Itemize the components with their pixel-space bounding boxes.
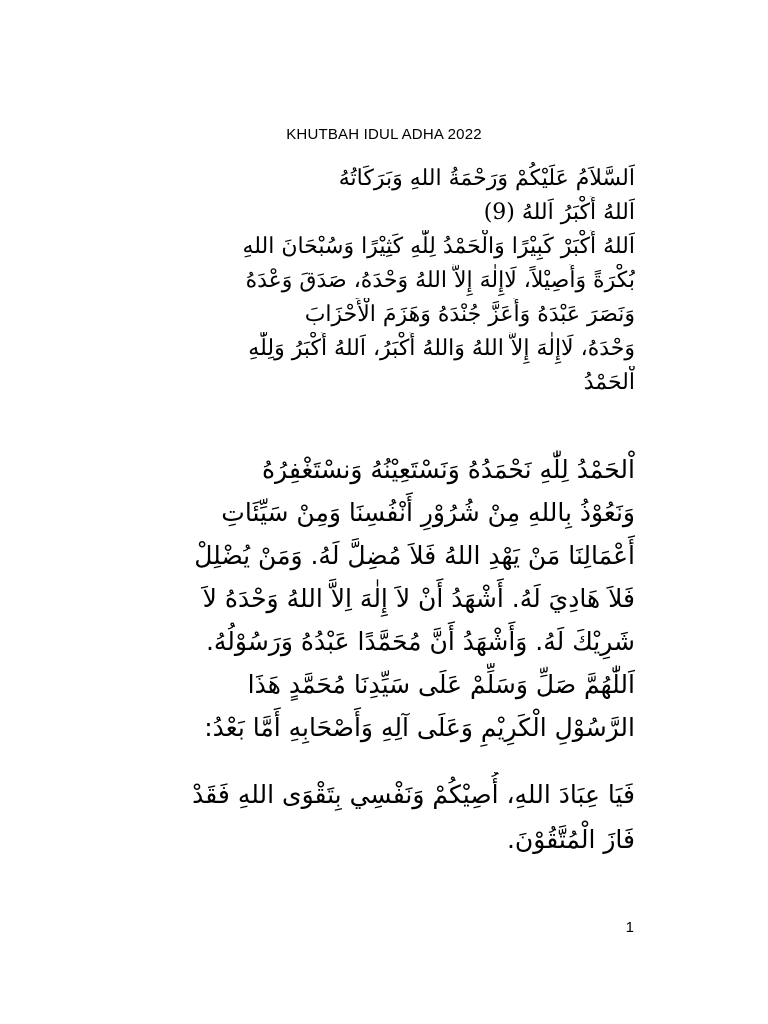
intro-line: اَللّٰهُمَّ صَلِّ وَسَلِّمْ عَلَى سَيِّدِنَا مُحَمَّدٍ هَذَا (247, 670, 635, 699)
opening-line: اَللهُ أَكْبَرْ كَبِيْرًا وَالْحَمْدُ لِلّٰهِ كَثِيْرًا وَسُبْحَانَ اللهِ (242, 234, 635, 259)
exhortation-paragraph (140, 772, 635, 862)
page-number: 1 (625, 919, 634, 936)
opening-line: وَنَصَرَ عَبْدَهُ وَأَعَزَّ جُنْدَهُ وَهَزَمَ الْأَحْزَابَ (304, 302, 635, 327)
opening-line: اْلحَمْدُ (583, 370, 635, 395)
opening-line: بُكْرَةً وَأَصِيْلاً، لَاإِلٰهَ إِلاَّ اللهُ وَحْدَهُ، صَدَقَ وَعْدَهُ (245, 268, 635, 293)
opening-line: اَلسَّلاَمُ عَلَيْكُمْ وَرَحْمَةُ اللهِ وَبَرَكَاتُهُ (338, 166, 635, 191)
opening-line: اَللهُ أَكْبَرُ اَللهُ (9) (483, 200, 635, 225)
exhortation-line: فَازَ الْمُتَّقُوْنَ. (506, 825, 635, 854)
opening-salutation-takbir (140, 162, 635, 400)
intro-line: أَعْمَالِنَا مَنْ يَهْدِ اللهُ فَلاَ مُضِلَّ لَهُ. وَمَنْ يُضْلِلْ (194, 541, 635, 570)
intro-line: الرَّسُوْلِ الْكَرِيْمِ وَعَلَى آلِهِ وَأَصْحَابِهِ أَمَّا بَعْدُ: (204, 713, 635, 742)
opening-line: وَحْدَهُ، لَاإِلٰهَ إِلاَّ اللهُ وَاللهُ أَكْبَرُ، اَللهُ أَكْبَرُ وَلِلّٰهِ (248, 336, 635, 361)
intro-line: اْلحَمْدُ لِلّٰهِ نَحْمَدُهُ وَنَسْتَعِيْنُهُ وَنسْتَغْفِرُهُ (261, 455, 635, 484)
document-title: KHUTBAH IDUL ADHA 2022 (286, 126, 482, 143)
intro-line: وَنَعُوْذُ بِاللهِ مِنْ شُرُوْرِ أَنْفُسِنَا وَمِنْ سَيِّئَاتِ (221, 498, 635, 527)
intro-line: شَرِيْكَ لَهُ. وَأَشْهَدُ أَنَّ مُحَمَّدًا عَبْدُهُ وَرَسُوْلُهُ. (205, 627, 635, 656)
exhortation-line: فَيَا عِبَادَ اللهِ، أُصِيْكُمْ وَنَفْسِي بِتَقْوَى اللهِ فَقَدْ (192, 780, 635, 809)
intro-line: فَلاَ هَادِيَ لَهُ. أَشْهَدُ أَنْ لاَ إِلٰهَ اِلاَّ اللهُ وَحْدَهُ لاَ (202, 584, 635, 613)
khutbah-intro-paragraph (140, 448, 635, 749)
